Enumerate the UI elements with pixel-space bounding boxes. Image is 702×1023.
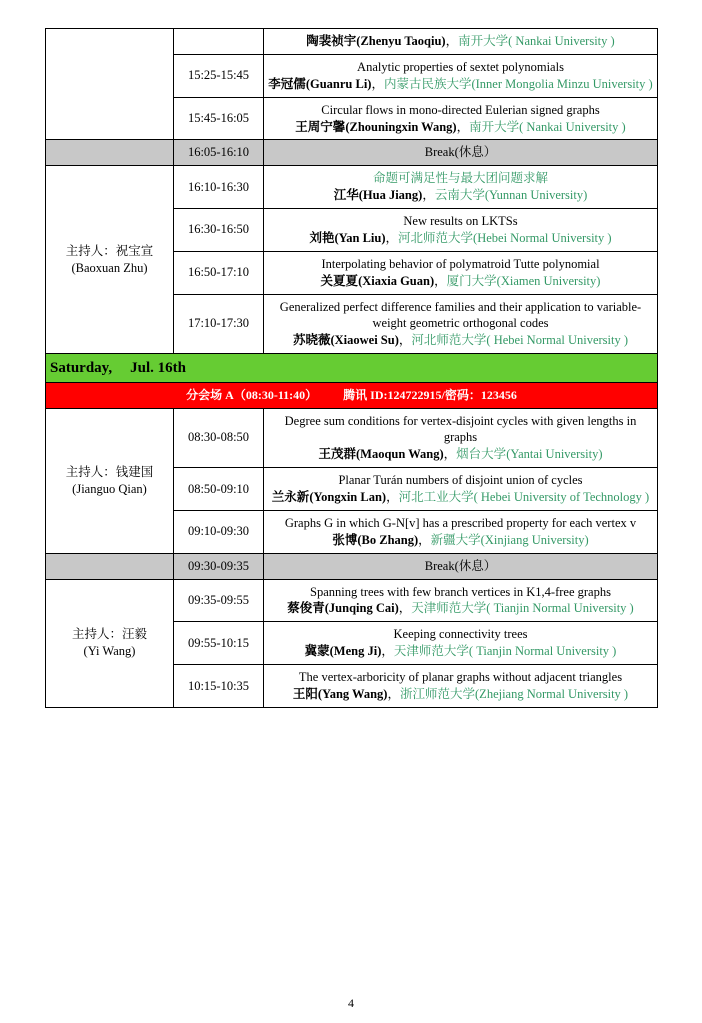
- affiliation-en: ( Hebei University of Technology ): [473, 490, 650, 505]
- speaker-name-cn: 王周宁馨: [295, 119, 346, 134]
- host-cell-empty: [46, 29, 174, 140]
- speaker-name-en: (Junqing Cai): [324, 601, 399, 616]
- talk-title: Circular flows in mono-directed Eulerian signed graphs: [321, 102, 600, 117]
- affiliation-en: (Zhejiang Normal University ): [475, 686, 629, 701]
- authors-line: [268, 446, 653, 463]
- talk-cell: [264, 97, 658, 140]
- talk-cell: [264, 579, 658, 622]
- speaker-name-en: (Zhouningxin Wang): [345, 119, 457, 134]
- host-cell: [46, 579, 174, 707]
- host-name-cn: 主持人：汪毅: [71, 627, 147, 642]
- authors-line: [268, 686, 653, 703]
- affiliation-en: ( Hebei Normal University ): [486, 333, 629, 348]
- affiliation-cn: 河北工业大学: [398, 490, 474, 505]
- host-name-cn: 主持人：钱建国: [65, 464, 154, 479]
- talk-cell: [264, 408, 658, 468]
- affiliation-cn: 天津师范大学: [393, 644, 469, 659]
- talk-title: Keeping connectivity trees: [393, 627, 528, 642]
- separator: ，: [445, 34, 459, 48]
- affiliation-cn: 南开大学: [469, 119, 520, 134]
- table-row: [46, 579, 658, 622]
- speaker-name-cn: 兰永新: [271, 490, 310, 505]
- talk-cell: [264, 29, 658, 55]
- affiliation-cn: 新疆大学: [430, 532, 481, 547]
- affiliation-cn: 云南大学: [434, 188, 485, 203]
- talk-cell: [264, 622, 658, 665]
- host-name-en: (Jianguo Qian): [72, 481, 147, 496]
- authors-line: [268, 489, 653, 506]
- affiliation-en: ( Nankai University ): [519, 119, 626, 134]
- affiliation-en: (Xinjiang University): [480, 532, 589, 547]
- time-cell: 10:15-10:35: [174, 665, 264, 708]
- host-cell: [46, 408, 174, 553]
- speaker-name-cn: 王阳: [292, 686, 318, 701]
- speaker-name-cn: 关夏夏: [320, 273, 359, 288]
- page-number: 4: [348, 996, 354, 1010]
- separator: ，: [371, 76, 384, 91]
- separator: ，: [456, 119, 470, 134]
- talk-title: Graphs G in which G-N[v] has a prescribed property for each vertex v: [284, 515, 637, 530]
- speaker-name-en: (Zhenyu Taoqiu): [356, 34, 446, 48]
- host-name-en: (Yi Wang): [83, 644, 136, 659]
- separator: ，: [385, 230, 399, 245]
- separator: ，: [387, 686, 400, 701]
- speaker-name-cn: 张博: [332, 532, 358, 547]
- affiliation-en: ( Tianjin Normal University ): [468, 644, 617, 659]
- time-cell: 15:25-15:45: [174, 54, 264, 97]
- separator: ，: [443, 447, 457, 462]
- talk-title: The vertex-arboricity of planar graphs without adjacent triangles: [298, 670, 623, 685]
- time-cell: 16:30-16:50: [174, 209, 264, 252]
- host-name-en: (Baoxuan Zhu): [71, 260, 148, 275]
- talk-title: Spanning trees with few branch vertices in K1,4-free graphs: [310, 584, 611, 599]
- affiliation-cn: 烟台大学: [456, 447, 507, 462]
- day-banner: [46, 354, 658, 383]
- affiliation-cn: 浙江师范大学: [400, 686, 476, 701]
- time-cell: 08:30-08:50: [174, 408, 264, 468]
- time-cell: [174, 29, 264, 55]
- affiliation-en: ( Tianjin Normal University ): [486, 601, 634, 616]
- speaker-name-cn: 李冠儒: [268, 76, 306, 91]
- affiliation-cn: 河北师范大学: [398, 230, 474, 245]
- speaker-name-cn: 冀蒙: [304, 644, 330, 659]
- schedule-table: [45, 28, 658, 708]
- separator: ，: [398, 333, 412, 348]
- separator: ，: [381, 644, 394, 659]
- talk-cell: [264, 166, 658, 209]
- host-cell-empty: [46, 553, 174, 579]
- table-row: [46, 408, 658, 468]
- table-row: [46, 29, 658, 55]
- speaker-name-en: (Xiaowei Su): [330, 333, 399, 348]
- speaker-name-cn: 苏晓薇: [292, 333, 331, 348]
- affiliation-en: (Hebei Normal University ): [473, 230, 612, 245]
- affiliation-cn: 厦门大学: [446, 273, 497, 288]
- talk-title: Interpolating behavior of polymatroid Tutte polynomial: [321, 256, 600, 271]
- authors-line: [268, 33, 653, 50]
- speaker-name-en: (Bo Zhang): [357, 532, 419, 547]
- talk-cell: [264, 468, 658, 511]
- separator: ，: [434, 273, 447, 288]
- authors-line: [268, 643, 653, 660]
- break-label: Break(休息）: [264, 140, 658, 166]
- talk-cell: [264, 251, 658, 294]
- talk-cell: [264, 209, 658, 252]
- table-row: [46, 166, 658, 209]
- separator: ，: [398, 601, 412, 616]
- time-cell: 09:10-09:30: [174, 510, 264, 553]
- talk-cell: [264, 294, 658, 354]
- affiliation-en: (Inner Mongolia Minzu University ): [471, 76, 653, 91]
- separator: ，: [386, 490, 399, 505]
- speaker-name-en: (Xiaxia Guan): [358, 273, 435, 288]
- affiliation-en: (Yunnan University): [484, 188, 588, 203]
- host-cell: [46, 166, 174, 354]
- speaker-name-cn: 陶裴祯宇: [306, 34, 357, 48]
- day-banner-row: [46, 354, 658, 383]
- time-cell: 08:50-09:10: [174, 468, 264, 511]
- time-cell: 17:10-17:30: [174, 294, 264, 354]
- affiliation-cn: 内蒙古民族大学: [383, 76, 472, 91]
- talk-title: Degree sum conditions for vertex-disjoint cycles with given lengths in graphs: [284, 413, 637, 445]
- authors-line: [268, 119, 653, 136]
- break-label: Break(休息）: [264, 553, 658, 579]
- session-banner: [46, 383, 658, 408]
- time-cell: 16:50-17:10: [174, 251, 264, 294]
- authors-line: [268, 230, 653, 247]
- session-room: 分会场 A（08:30-11:40）: [186, 388, 318, 403]
- talk-title: New results on LKTSs: [403, 214, 518, 228]
- speaker-name-en: (Yongxin Lan): [309, 490, 387, 505]
- authors-line: [268, 76, 653, 93]
- break-row: [46, 553, 658, 579]
- time-cell: 15:45-16:05: [174, 97, 264, 140]
- talk-title: Planar Turán numbers of disjoint union of cycles: [338, 473, 583, 488]
- time-cell: 09:35-09:55: [174, 579, 264, 622]
- time-cell: 16:05-16:10: [174, 140, 264, 166]
- speaker-name-cn: 刘艳: [309, 230, 335, 245]
- speaker-name-en: (Guanru Li): [305, 76, 372, 91]
- time-cell: 09:30-09:35: [174, 553, 264, 579]
- speaker-name-en: (Hua Jiang): [358, 188, 423, 203]
- talk-title: Generalized perfect difference families and their application to variable-weight geometric orthogonal codes: [279, 299, 642, 331]
- authors-line: [268, 187, 653, 204]
- talk-title: Analytic properties of sextet polynomials: [357, 59, 564, 74]
- affiliation-en: ( Nankai University ): [508, 34, 615, 48]
- talk-cell: [264, 54, 658, 97]
- authors-line: [268, 332, 653, 349]
- session-banner-row: [46, 383, 658, 408]
- affiliation-en: (Xiamen University): [496, 273, 601, 288]
- authors-line: [268, 532, 653, 549]
- break-row: [46, 140, 658, 166]
- separator: ，: [418, 532, 431, 547]
- affiliation-cn: 南开大学: [458, 34, 509, 48]
- talk-cell: [264, 510, 658, 553]
- speaker-name-en: (Yang Wang): [317, 686, 388, 701]
- separator: ，: [422, 188, 435, 203]
- day-date: Jul. 16th: [130, 360, 186, 377]
- speaker-name-cn: 江华: [333, 188, 359, 203]
- speaker-name-en: (Yan Liu): [334, 230, 386, 245]
- affiliation-cn: 天津师范大学: [411, 601, 487, 616]
- host-cell-empty: [46, 140, 174, 166]
- session-meeting-id: 腾讯 ID:124722915/密码：123456: [343, 388, 517, 403]
- talk-title: 命题可满足性与最大团问题求解: [372, 171, 548, 186]
- day-weekday: Saturday,: [50, 360, 113, 377]
- talk-cell: [264, 665, 658, 708]
- time-cell: 16:10-16:30: [174, 166, 264, 209]
- host-name-cn: 主持人：祝宝宣: [65, 243, 154, 258]
- affiliation-en: (Yantai University): [506, 447, 603, 462]
- time-cell: 09:55-10:15: [174, 622, 264, 665]
- speaker-name-en: (Maoqun Wang): [356, 447, 444, 462]
- authors-line: [268, 273, 653, 290]
- speaker-name-cn: 蔡俊青: [287, 601, 325, 616]
- speaker-name-cn: 王茂群: [318, 447, 357, 462]
- affiliation-cn: 河北师范大学: [411, 333, 487, 348]
- authors-line: [268, 600, 653, 617]
- speaker-name-en: (Meng Ji): [329, 644, 382, 659]
